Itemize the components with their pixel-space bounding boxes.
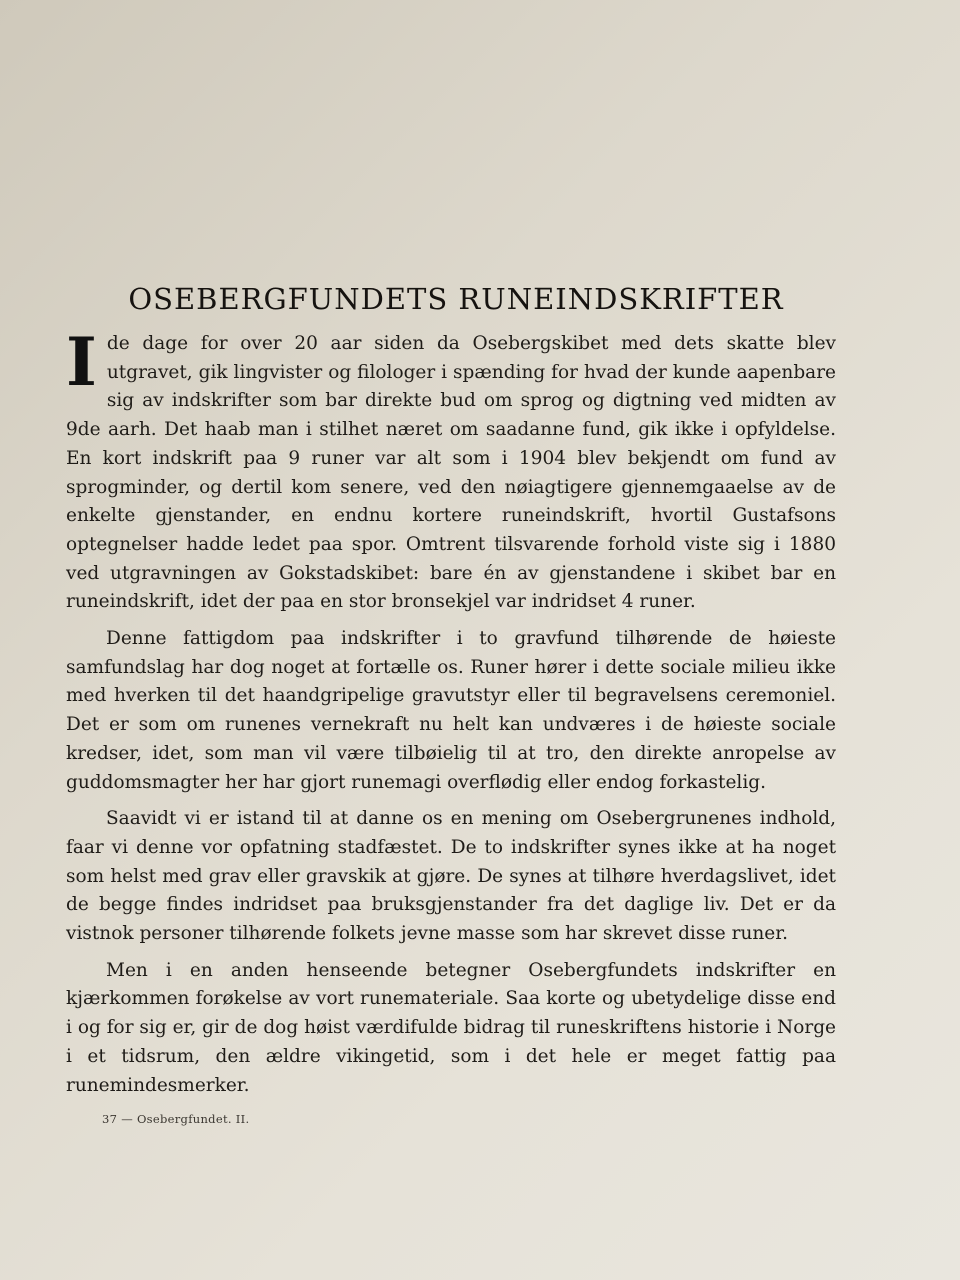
paragraph-4: Men i en anden henseende betegner Osebergfundets indskrifter en kjærkommen forøkelse av vort runemateriale. Saa korte og ubetydelige disse end i og for sig er, gir de dog høist værdifulde bidrag til runeskriftens historie i Norge i et tidsrum, den ældre vikingetid, som i det hele er meget fattig paa runemindesmerker. [66, 959, 836, 1096]
paragraph-1 [66, 323, 836, 617]
page-footer: 37 — Osebergfundet. II. [102, 1112, 250, 1127]
page-title: OSEBERGFUNDETS RUNEINDSKRIFTER [128, 282, 784, 316]
paragraph-2: Denne fattigdom paa indskrifter i to gravfund tilhørende de høieste samfundslag har dog noget at fortælle os. Runer hører i dette sociale milieu ikke med hverken til det haandgripelige gravutstyr eller til begravelsens ceremoniel. Det er som om runenes vernekraft nu helt kan undværes i de høieste sociale kredser, idet, som man vil være tilbøielig til at tro, den direkte anropelse av guddomsmagter her har gjort runemagi overflødig eller endog forkastelig. [66, 628, 836, 793]
paragraph-3: Saavidt vi er istand til at danne os en mening om Osebergrunenes indhold, faar vi denne vor opfatning stadfæstet. De to indskrifter synes ikke at ha noget som helst med grav eller gravskik at gjøre. De synes at tilhøre hverdagslivet, idet de begge findes indridset paa bruksgjenstander fra det daglige liv. Det er da vistnok personer tilhørende folkets jevne masse som har skrevet disse runer. [66, 808, 836, 945]
paragraph-1-text: de dage for over 20 aar siden da Osebergskibet med dets skatte blev utgravet, gik lingvister og filologer i spænding for hvad der kunde aapenbare sig av indskrifter som bar direkte bud om sprog og digtning ved midten av 9de aarh. Det haab man i stilhet næret om saadanne fund, gik ikke i opfyldelse. En kort indskrift paa 9 runer var alt som i 1904 blev bekjendt om fund av sprogminder, og dertil kom senere, ved den nøiagtigere gjennemgaaelse av de enkelte gjenstander, en endnu kortere runeindskrift, hvortil Gustafsons optegnelser hadde ledet paa spor. Omtrent tilsvarende forhold viste sig i 1880 ved utgravningen av Gokstadskibet: bare én av gjenstandene i skibet bar en runeindskrift, idet der paa en stor bronsekjel var indridset 4 runer. [66, 333, 836, 613]
book-page [66, 282, 836, 1126]
drop-cap: I [66, 323, 97, 401]
